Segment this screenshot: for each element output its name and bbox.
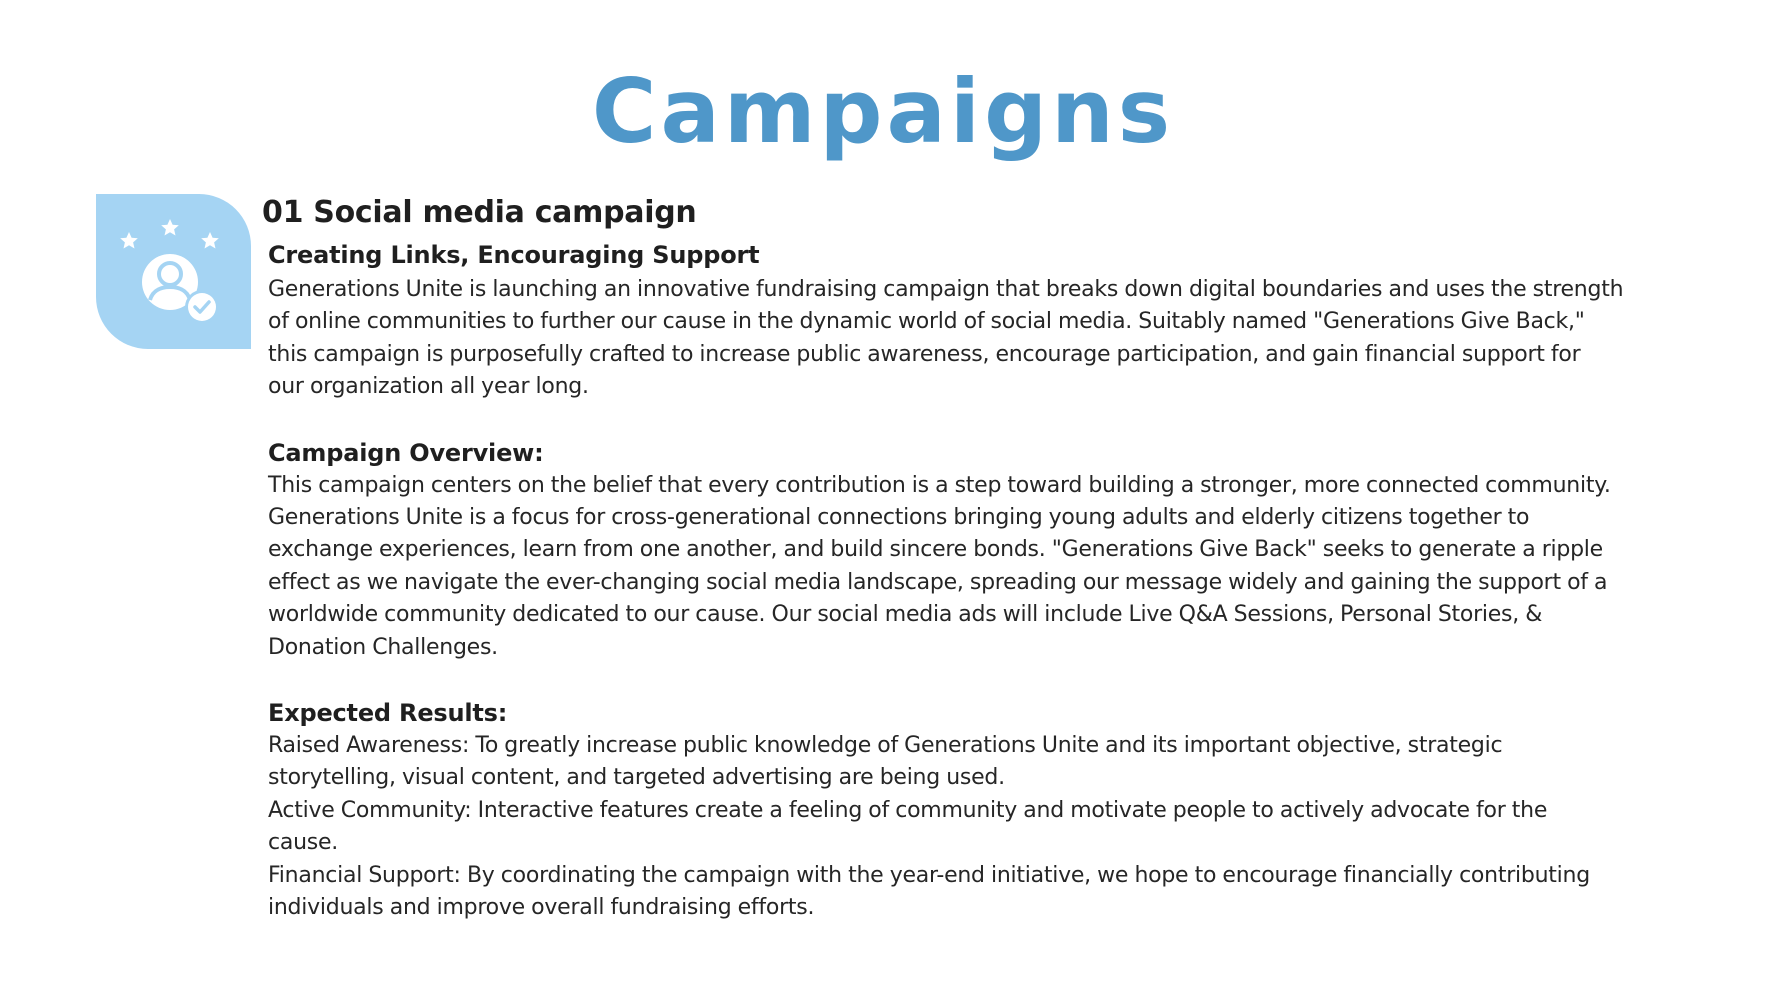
overview-label: Campaign Overview:: [268, 438, 544, 467]
results-line: Financial Support: By coordinating the campaign with the year-end initiative, we hope to encourage financially contributing: [268, 862, 1590, 888]
overview-paragraph: [268, 470, 1722, 664]
intro-line: of online communities to further our cause in the dynamic world of social media. Suitably named "Generations Give Back,": [268, 309, 1585, 335]
overview-line: Generations Unite is a focus for cross-generational connections bringing young adults and elderly citizens together to: [268, 505, 1530, 531]
results-line: cause.: [268, 830, 339, 856]
overview-line: effect as we navigate the ever-changing social media landscape, spreading our message widely and gaining the support of a: [268, 569, 1608, 595]
intro-line: this campaign is purposefully crafted to increase public awareness, encourage participation, and gain financial support for: [268, 341, 1581, 367]
user-rating-verified-icon: [96, 194, 251, 349]
campaign-section: [262, 190, 1722, 925]
spacer: [268, 404, 1722, 436]
page-title: Campaigns: [591, 60, 1175, 163]
results-label: Expected Results:: [268, 699, 508, 728]
overview-line: worldwide community dedicated to our cause. Our social media ads will include Live Q&A Sessions, Personal Stories, &: [268, 602, 1543, 628]
campaign-icon-tile: [96, 194, 251, 349]
campaign-tagline: Creating Links, Encouraging Support: [268, 241, 760, 269]
star-icon: [161, 219, 179, 236]
results-line: Active Community: Interactive features create a feeling of community and motivate people to actively advocate for the: [268, 797, 1548, 823]
campaign-heading: 01 Social media campaign: [262, 195, 697, 230]
campaign-body: [268, 236, 1722, 925]
star-icon: [201, 232, 219, 249]
results-list: [268, 730, 1722, 924]
overview-line: exchange experiences, learn from one another, and build sincere bonds. "Generations Give Back" seeks to generate a ripple: [268, 537, 1603, 563]
intro-line: Generations Unite is launching an innovative fundraising campaign that breaks down digital boundaries and uses the strength: [268, 277, 1624, 302]
results-line: Raised Awareness: To greatly increase public knowledge of Generations Unite and its important objective, strategic: [268, 733, 1503, 759]
results-line: storytelling, visual content, and targeted advertising are being used.: [268, 765, 1005, 791]
spacer: [268, 664, 1722, 696]
intro-line: our organization all year long.: [268, 374, 589, 400]
overview-line: Donation Challenges.: [268, 634, 498, 660]
intro-paragraph: [268, 274, 1722, 404]
results-line: individuals and improve overall fundraising efforts.: [268, 895, 815, 921]
overview-line: This campaign centers on the belief that every contribution is a step toward building a stronger, more connected community.: [268, 472, 1611, 498]
star-icon: [120, 232, 138, 249]
